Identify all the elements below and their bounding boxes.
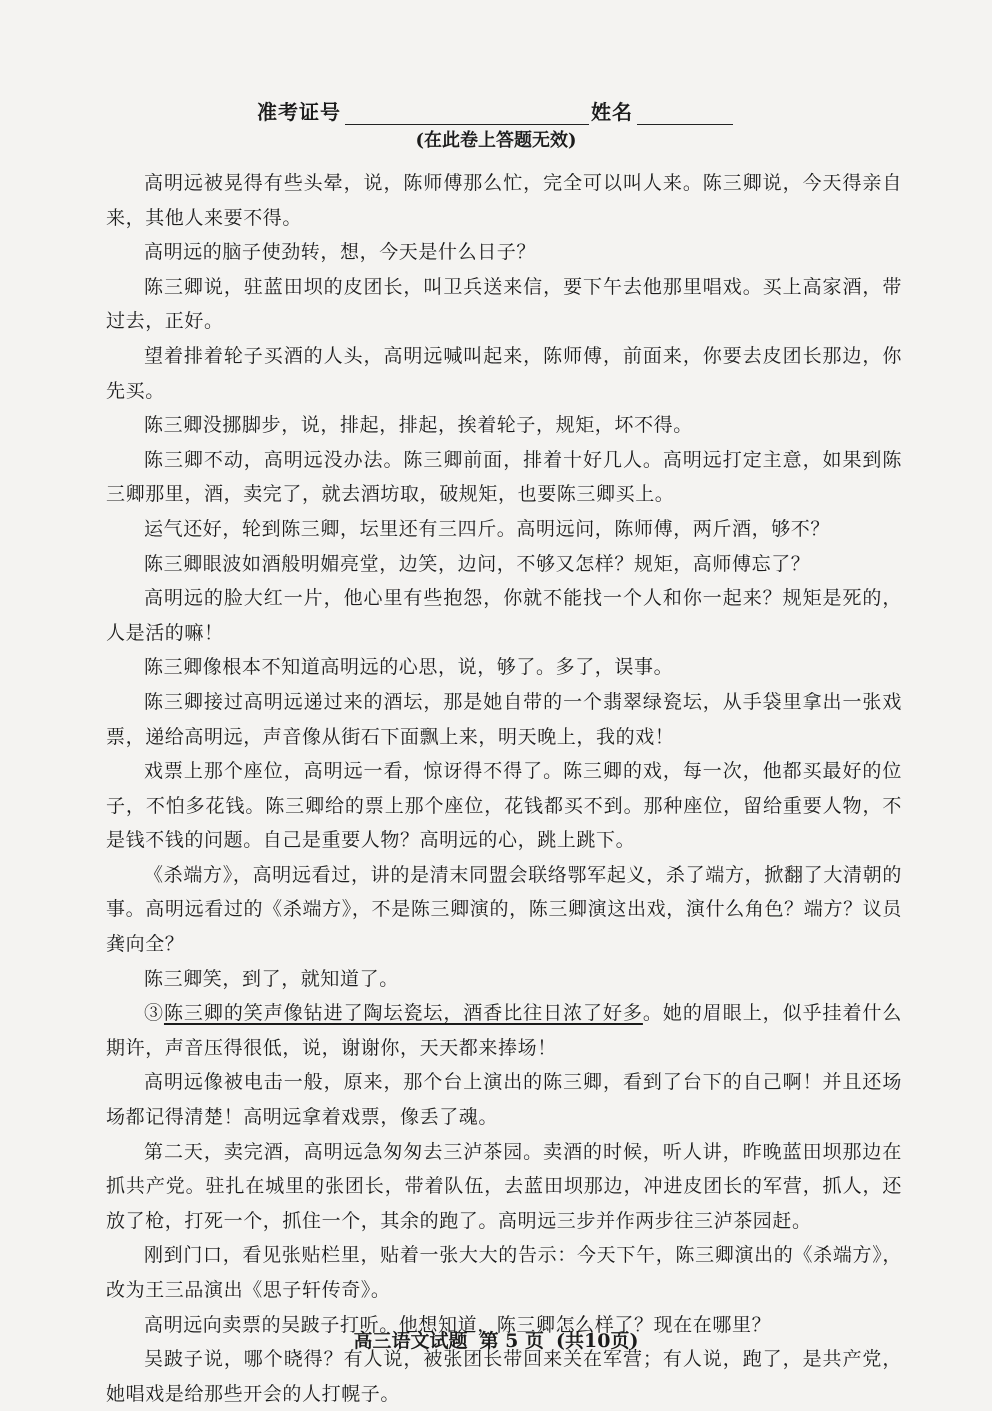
paragraph: 高明远被晃得有些头晕，说，陈师傅那么忙，完全可以叫人来。陈三卿说，今天得亲自来，其他人来要不得。: [106, 172, 902, 229]
paragraph: 陈三卿像根本不知道高明远的心思，说，够了。多了，误事。: [144, 656, 674, 679]
paragraph: 戏票上那个座位，高明远一看，惊讶得不得了。陈三卿的戏，每一次，他都买最好的位子，不怕多花钱。陈三卿给的票上那个座位，花钱都买不到。那种座位，留给重要人物，不是钱不钱的问题。自己是重要人物？高明远的心，跳上跳下。: [106, 760, 902, 852]
paragraph: 吴跛子说，哪个晓得？有人说，被张团长带回来关在军营；有人说，跑了，是共产党，她唱戏是给那些开会的人打幌子。: [106, 1348, 902, 1405]
invalid-answer-notice: (在此卷上答题无效): [415, 130, 577, 151]
paragraph: 陈三卿没挪脚步，说，排起，排起，挨着轮子，规矩，坏不得。: [144, 414, 693, 437]
paragraph: 陈三卿眼波如酒般明媚亮堂，边笑，边问，不够又怎样？规矩，高师傅忘了？: [144, 552, 811, 575]
reading-passage: [106, 166, 902, 1411]
page-footer: [0, 1326, 992, 1353]
paragraph: 刚到门口，看见张贴栏里，贴着一张大大的告示：今天下午，陈三卿演出的《杀端方》，改为王三品演出《思子轩传奇》。: [106, 1244, 902, 1301]
paragraph: 陈三卿不动，高明远没办法。陈三卿前面，排着十好几人。高明远打定主意，如果到陈三卿那里，酒，卖完了，就去酒坊取，破规矩，也要陈三卿买上。: [106, 448, 902, 506]
paragraph: 《杀端方》，高明远看过，讲的是清末同盟会联络鄂军起义，杀了端方，掀翻了大清朝的事。高明远看过的《杀端方》，不是陈三卿演的，陈三卿演这出戏，演什么角色？端方？议员龚向全？: [106, 863, 902, 956]
footer-page-number: 第 5 页: [479, 1330, 545, 1352]
paragraph: 望着排着轮子买酒的人头，高明远喊叫起来，陈师傅，前面来，你要去皮团长那边，你先买。: [106, 344, 902, 402]
name-blank[interactable]: [637, 104, 733, 125]
paragraph: 第二天，卖完酒，高明远急匆匆去三泸茶园。卖酒的时候，听人讲，昨晚蓝田坝那边在抓共产党。驻扎在城里的张团长，带着队伍，去蓝田坝那边，冲进皮团长的军营，抓人，还放了枪，打死一个，抓住一个，其余的跑了。高明远三步并作两步往三泸茶园赶。: [106, 1140, 902, 1232]
paragraph: 陈三卿笑，到了，就知道了。: [144, 967, 399, 990]
paragraph: 高明远向卖票的吴跛子打听。他想知道，陈三卿怎么样了？现在在哪里？: [144, 1313, 772, 1336]
paragraph: 运气还好，轮到陈三卿，坛里还有三四斤。高明远问，陈师傅，两斤酒，够不？: [144, 517, 831, 540]
paragraph: 高明远像被电击一般，原来，那个台上演出的陈三卿，看到了台下的自己啊！并且还场场都记得清楚！高明远拿着戏票，像丢了魂。: [106, 1071, 902, 1129]
footer-total-pages: (共10页): [556, 1330, 639, 1352]
exam-id-label: 准考证号: [257, 100, 341, 124]
marked-paragraph-rest: 。她的眉眼上，似乎挂着什么期许，声音压得很低，说，谢谢你，天天都来捧场！: [106, 1002, 902, 1059]
marked-paragraph: [106, 996, 902, 1065]
paragraph: 陈三卿说，驻蓝田坝的皮团长，叫卫兵送来信，要下午去他那里唱戏。买上高家酒，带过去，正好。: [106, 275, 902, 333]
question-marker: ③: [144, 1002, 164, 1025]
paragraph: 高明远的脸大红一片，他心里有些抱怨，你就不能找一个人和你一起来？规矩是死的，人是活的嘛！: [106, 587, 902, 644]
paragraph: 陈三卿接过高明远递过来的酒坛，那是她自带的一个翡翠绿瓷坛，从手袋里拿出一张戏票，递给高明远，声音像从街石下面飘上来，明天晚上，我的戏！: [106, 690, 902, 748]
footer-subject: 高三语文试题: [353, 1330, 468, 1352]
paragraph: 高明远的脑子使劲转，想，今天是什么日子？: [144, 241, 537, 264]
candidate-info-header: [0, 96, 992, 125]
underlined-sentence: 陈三卿的笑声像钻进了陶坛瓷坛，酒香比往日浓了好多: [163, 1002, 643, 1025]
name-label: 姓名: [591, 100, 633, 124]
exam-id-blank[interactable]: [345, 104, 589, 125]
